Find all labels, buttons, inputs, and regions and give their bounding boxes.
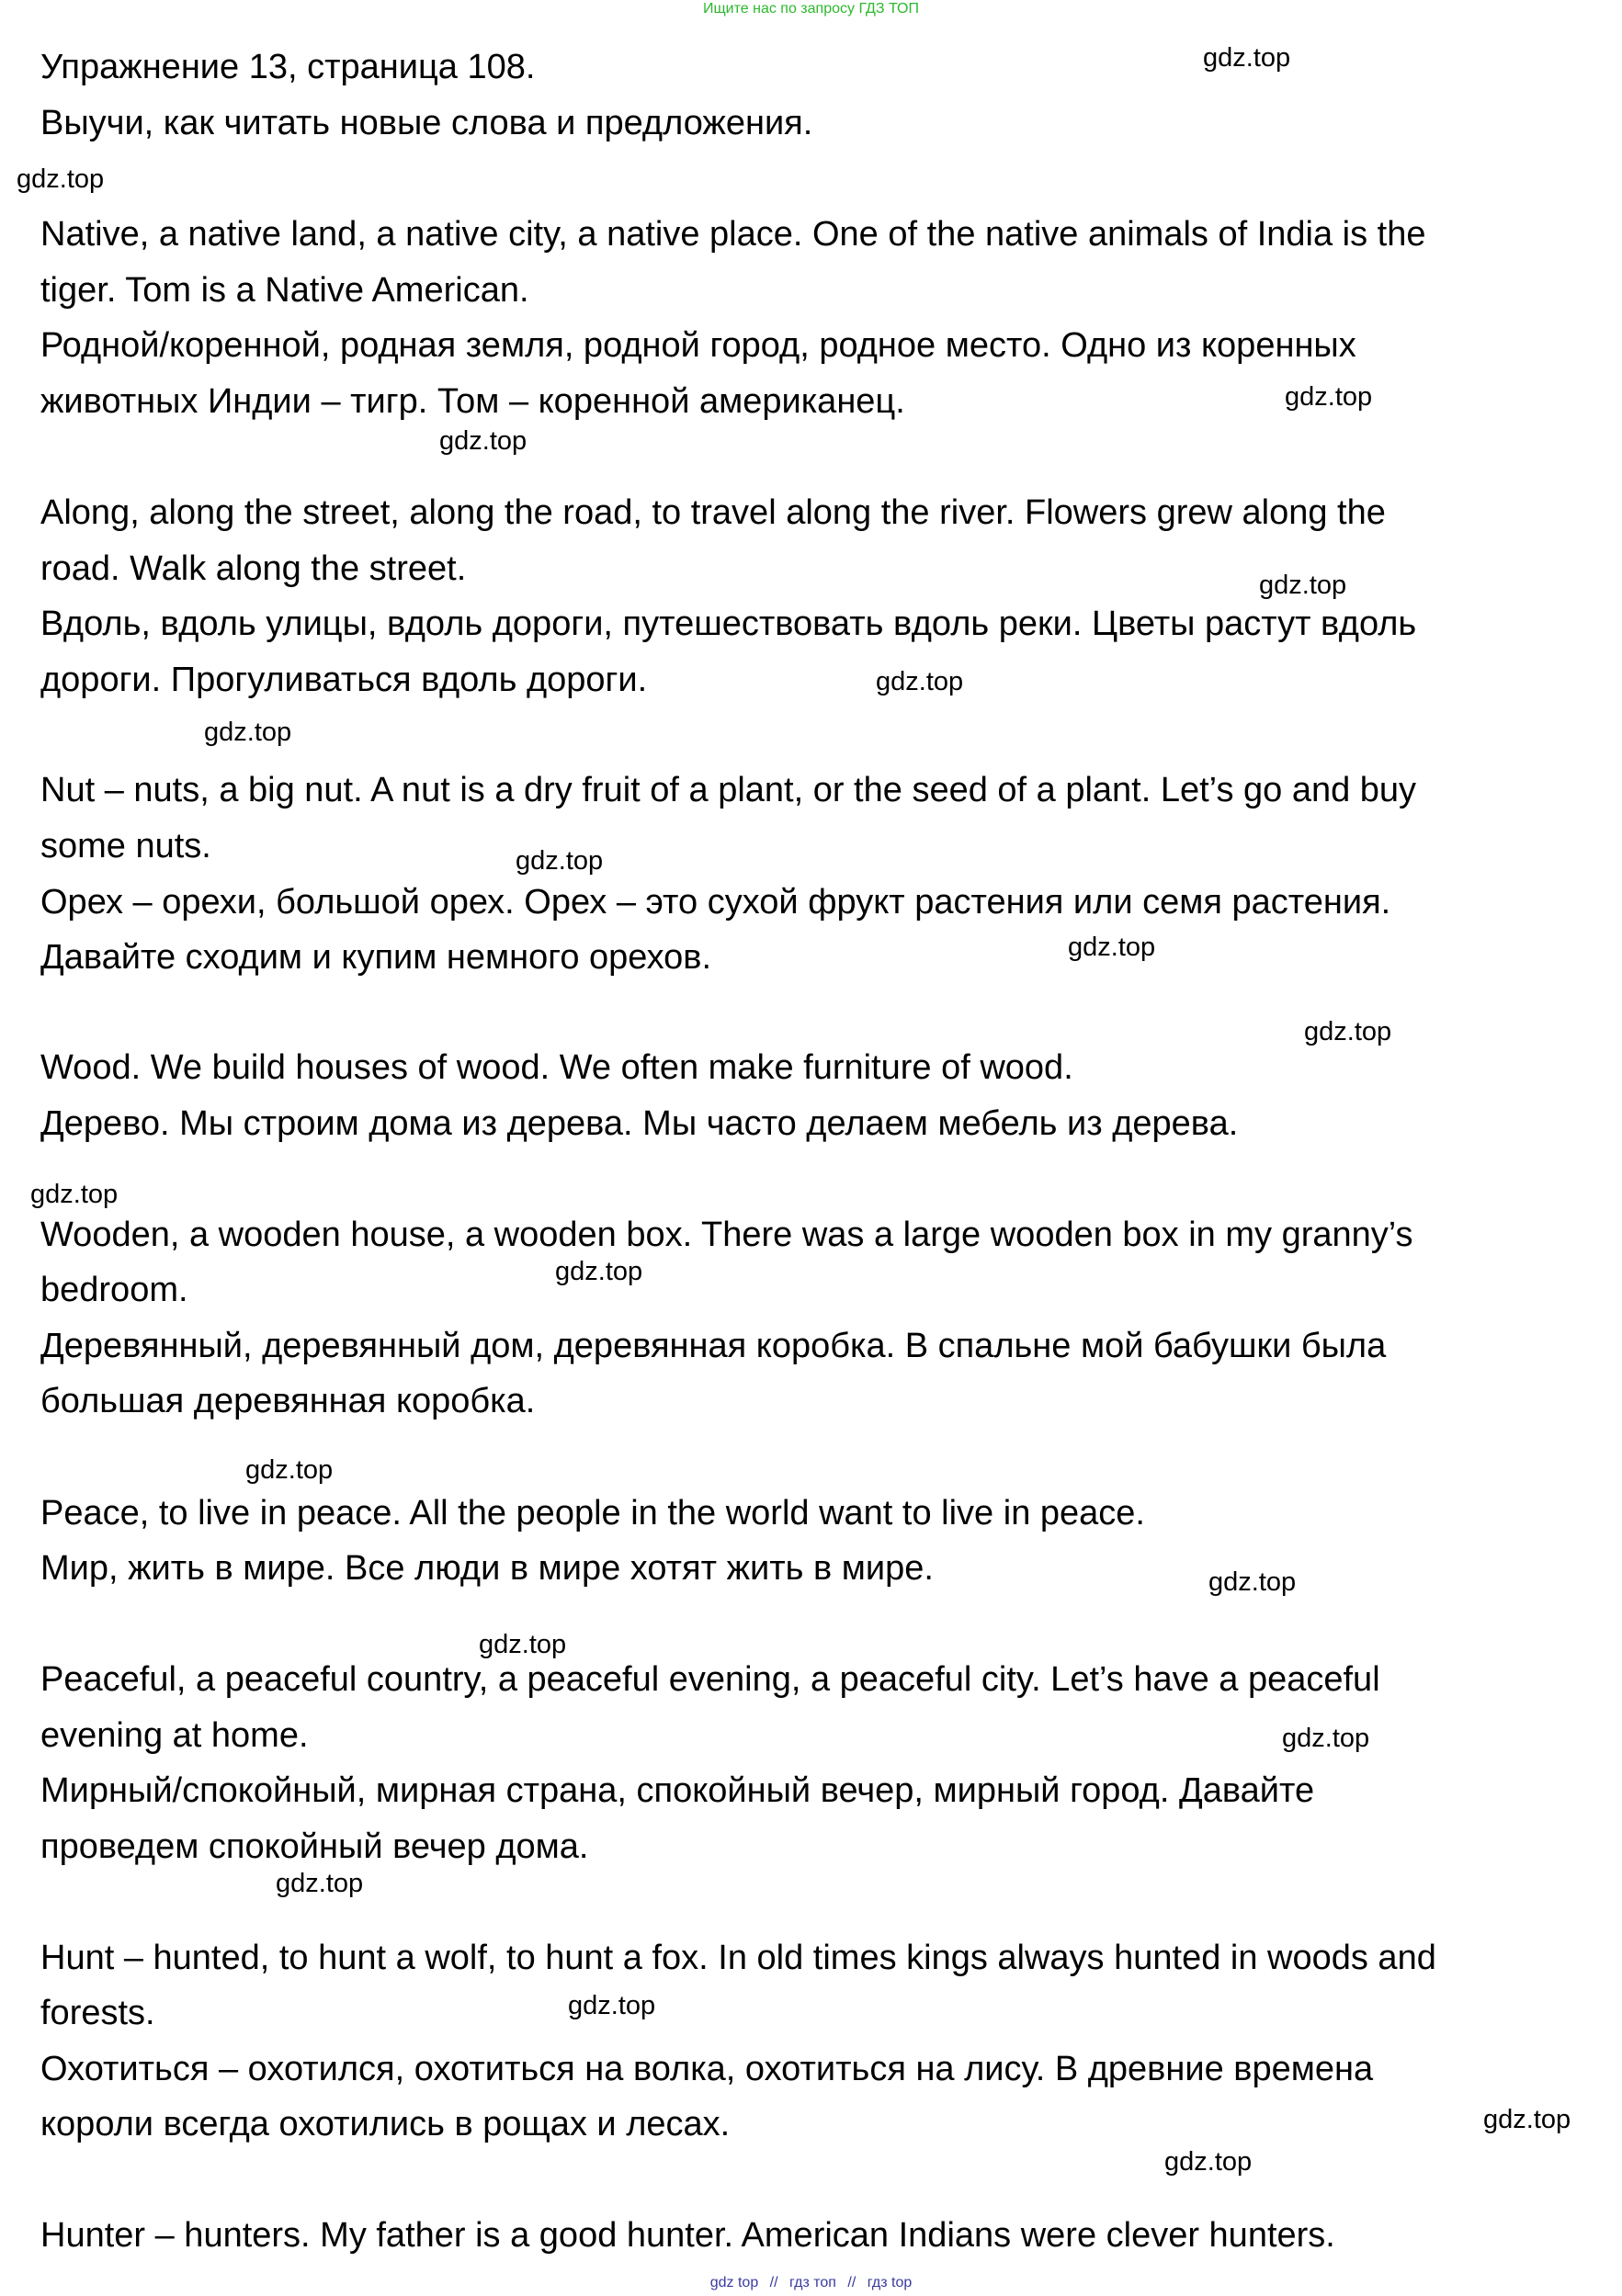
paragraph-line: Nut – nuts, a big nut. A nut is a dry fruit of a plant, or the seed of a plant. Let’s go and buy	[40, 771, 1417, 809]
paragraph-line: forests.	[40, 1994, 155, 2032]
watermark: gdz.top	[1164, 2147, 1253, 2177]
watermark: gdz.top	[479, 1630, 567, 1659]
watermark: gdz.top	[876, 667, 964, 696]
watermark: gdz.top	[568, 1991, 656, 2020]
exercise-title: Упражнение 13, страница 108.	[40, 48, 536, 86]
paragraph-line: Wooden, a wooden house, a wooden box. There was a large wooden box in my granny’s	[40, 1216, 1413, 1254]
watermark: gdz.top	[1285, 382, 1373, 412]
paragraph-line: bedroom.	[40, 1271, 188, 1309]
paragraph-line: Hunter – hunters. My father is a good hunter. American Indians were clever hunters.	[40, 2216, 1335, 2255]
watermark: gdz.top	[17, 164, 105, 194]
paragraph-line: Давайте сходим и купим немного орехов.	[40, 938, 712, 977]
paragraph-line: дороги. Прогуливаться вдоль дороги.	[40, 661, 648, 699]
paragraph-line: Hunt – hunted, to hunt a wolf, to hunt a fox. In old times kings always hunted in woods and	[40, 1939, 1436, 1977]
paragraph-line: Along, along the street, along the road, to travel along the river. Flowers grew along the	[40, 493, 1386, 532]
watermark: gdz.top	[555, 1257, 643, 1286]
paragraph-line: большая деревянная коробка.	[40, 1382, 536, 1420]
paragraph-line: Wood. We build houses of wood. We often make furniture of wood.	[40, 1048, 1073, 1087]
paragraph-line: Peace, to live in peace. All the people in the world want to live in peace.	[40, 1494, 1145, 1533]
top-banner: Ищите нас по запросу ГДЗ ТОП	[703, 1, 919, 17]
paragraph-line: Орех – орехи, большой орех. Орех – это сухой фрукт растения или семя растения.	[40, 883, 1391, 922]
paragraph-line: Деревянный, деревянный дом, деревянная коробка. В спальне мой бабушки была	[40, 1327, 1387, 1365]
footer-item: gdz top	[709, 2275, 759, 2290]
watermark: gdz.top	[1203, 43, 1291, 73]
paragraph-line: проведем спокойный вечер дома.	[40, 1827, 589, 1866]
paragraph-line: Peaceful, a peaceful country, a peaceful evening, a peaceful city. Let’s have a peaceful	[40, 1660, 1380, 1699]
watermark: gdz.top	[1304, 1017, 1392, 1046]
paragraph-line: короли всегда охотились в рощах и лесах.	[40, 2105, 731, 2143]
watermark: gdz.top	[204, 718, 292, 747]
paragraph-line: some nuts.	[40, 827, 211, 865]
footer-item: гдз top	[867, 2275, 913, 2290]
watermark: gdz.top	[1483, 2105, 1571, 2134]
paragraph-line: tiger. Tom is a Native American.	[40, 271, 529, 310]
watermark: gdz.top	[1282, 1724, 1370, 1753]
paragraph-line: Дерево. Мы строим дома из дерева. Мы часто делаем мебель из дерева.	[40, 1104, 1239, 1143]
paragraph-line: evening at home.	[40, 1716, 309, 1755]
watermark: gdz.top	[1068, 933, 1156, 962]
watermark: gdz.top	[516, 846, 604, 876]
watermark: gdz.top	[245, 1455, 334, 1485]
paragraph-line: road. Walk along the street.	[40, 549, 467, 588]
footer-separator: //	[847, 2275, 856, 2290]
watermark: gdz.top	[30, 1180, 119, 1209]
exercise-instruction: Выучи, как читать новые слова и предложения.	[40, 104, 813, 142]
watermark: gdz.top	[1208, 1567, 1297, 1597]
bottom-footer	[0, 2273, 1622, 2293]
watermark: gdz.top	[1259, 571, 1347, 600]
paragraph-line: Мирный/спокойный, мирная страна, спокойный вечер, мирный город. Давайте	[40, 1771, 1315, 1810]
paragraph-line: животных Индии – тигр. Том – коренной американец.	[40, 382, 905, 421]
watermark: gdz.top	[439, 426, 527, 456]
footer-separator: //	[769, 2275, 778, 2290]
paragraph-line: Охотиться – охотился, охотиться на волка, охотиться на лису. В древние времена	[40, 2050, 1374, 2088]
watermark: gdz.top	[276, 1869, 364, 1898]
paragraph-line: Вдоль, вдоль улицы, вдоль дороги, путешествовать вдоль реки. Цветы растут вдоль	[40, 605, 1417, 643]
paragraph-line: Мир, жить в мире. Все люди в мире хотят жить в мире.	[40, 1549, 934, 1588]
paragraph-line: Родной/коренной, родная земля, родной город, родное место. Одно из коренных	[40, 326, 1356, 365]
footer-item: гдз топ	[789, 2275, 836, 2290]
paragraph-line: Native, a native land, a native city, a native place. One of the native animals of India is the	[40, 215, 1426, 254]
